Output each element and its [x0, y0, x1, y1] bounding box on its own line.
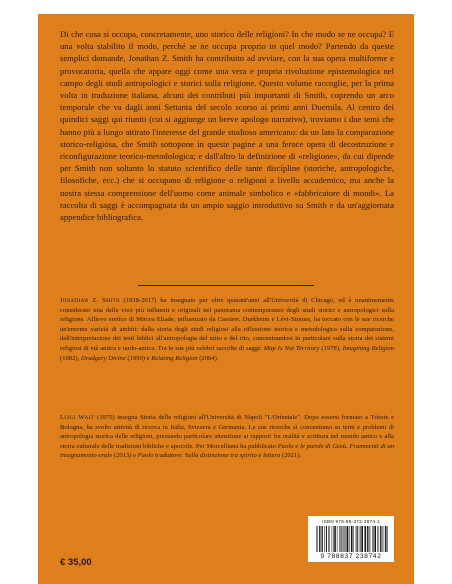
barcode-bar — [356, 526, 357, 552]
barcode-label — [308, 516, 394, 562]
barcode-bar — [379, 526, 380, 552]
translator-bio-walt — [60, 413, 394, 461]
barcode-bar — [365, 526, 366, 552]
barcode-bar — [347, 526, 349, 552]
barcode-bar — [317, 526, 318, 552]
book-title: Imagining Religion — [342, 344, 394, 352]
barcode-bar — [357, 526, 358, 552]
barcode-bar — [369, 526, 370, 552]
barcode-bar — [361, 526, 363, 552]
book-title: Relating Religion — [151, 354, 198, 362]
barcode-bar — [343, 526, 344, 552]
bio-text: (1975) insegna Storia delle religioni all'Università di Napoli "L'Orientale". Dopo essersi formato a Trieste e Bologna, ha svolto attività di ricerca in Italia, Svizzera e Germania. Le sue ricerche si concentrano su temi e problemi di antropologia storica delle religioni, prestando particolare attenzione ai rapporti fra oralità e scrittura nel mondo antico e alla storia culturale delle tradizioni bibliche e apocrife. Per Morcelliana ha pubblicato — [60, 414, 395, 450]
barcode-bar — [345, 526, 346, 552]
barcode-bar — [367, 526, 368, 552]
book-title: Paolo traduttore. Sulla distinzione tra spirito e lettera — [137, 452, 281, 460]
barcode-bar — [316, 526, 317, 552]
barcode-bar — [333, 526, 334, 552]
barcode-bar — [319, 526, 320, 552]
barcode-bars — [316, 526, 388, 552]
barcode-bar — [377, 526, 378, 552]
bio-text: (1938-2017) ha insegnato per oltre quarant'anni all'Università di Chicago, ed è unanimemente considerato una delle voci più influenti e originali nel panorama contemporaneo degli studi storici e antropologici sulla religione. Allievo eretico di Mircea Eliade, influenzato da Cassirer, Durkheim e Lévi-Strauss, ha toccato con le sue ricerche un'enorme varietà di ambiti: dalla storia degli studi religiosi alla riflessione teorica e metodologica sulla comparazione, dall'interpretazione dei testi biblici all'antropologia del mito e del rito, concentrandosi in particolare sulla storia dei sistemi religiosi di età antica e tardo-antica. Tra le sue più celebri raccolte di saggi: — [60, 297, 394, 352]
barcode-bar — [341, 526, 342, 552]
barcode-bar — [328, 526, 329, 552]
bio-text: (1978), — [319, 344, 343, 352]
barcode-bar — [337, 526, 338, 552]
barcode-bar — [380, 526, 381, 552]
section-divider — [138, 285, 314, 286]
barcode-bar — [346, 526, 347, 552]
barcode-bar — [351, 526, 353, 552]
author-name-smith: Jonathan Z. Smith — [60, 297, 120, 304]
barcode-bar — [329, 526, 330, 552]
barcode-bar — [385, 526, 386, 552]
barcode-bar — [364, 526, 365, 552]
barcode-bar — [382, 526, 383, 552]
barcode-bar — [387, 526, 388, 552]
barcode-bar — [353, 526, 354, 552]
barcode-bar — [386, 526, 387, 552]
author-bio-smith — [60, 296, 394, 363]
barcode-bar — [374, 526, 376, 552]
blurb-paragraph: Di che cosa si occupa, concretamente, uno storico delle religioni? In che modo se ne occupa? E una volta stabilito il modo, perché se ne occupa proprio in quel modo? Partendo da queste semplici domande, Jonathan Z. Smith ha contribuito ad avviare, con la sua opera multiforme e provocatoria, quella che appare oggi come una vera e propria rivoluzione epistemologica nel campo degli studi antropologici e storici sulla religione. Questo volume raccoglie, per la prima volta in traduzione italiana, alcuni dei contributi più importanti di Smith, coprendo un arco temporale che va dagli anni Settanta del secolo scorso ai primi anni Duemila. Al centro dei quindici saggi qui riuniti (cui si aggiunge un breve apologo narrativo), troviamo i due temi che hanno più a lungo attirato l'interesse del grande studioso americano: da un lato la comparazione storico-religiosa, che Smith sottopone in queste pagine a una feroce opera di decostruzione e riconfigurazione teorico-metodologica; e dall'altro la definizione di «religione», da cui dipende per Smith non soltanto lo statuto scientifico delle tante discipline (storiche, antropologiche, filosofiche, ecc.) che si occupano di religione o religioni a livello accademico, ma anche la nostra stessa comprensione dell'uomo come animale simbolico e «fabbricatore di mondi». La raccolta di saggi è accompagnata da un ampio saggio introduttivo su Smith e da un'aggiornata appendice bibliografica. — [60, 29, 394, 223]
translator-name-walt: Luigi Walt — [60, 414, 95, 421]
barcode-bar — [321, 526, 322, 552]
barcode-bar — [360, 526, 361, 552]
barcode-bar — [324, 526, 325, 552]
barcode-bar — [326, 526, 327, 552]
price-label: € 35,00 — [60, 557, 92, 568]
barcode-bar — [344, 526, 345, 552]
barcode-bar — [339, 526, 340, 552]
barcode-bar — [370, 526, 371, 552]
barcode-bar — [322, 526, 323, 552]
isbn-text: ISBN 978-88-372-3874-2 — [322, 519, 380, 524]
bio-text: (2021). — [280, 452, 302, 460]
bio-text: (2004). — [197, 354, 219, 362]
barcode-digits: 9 788837 238742 — [320, 553, 382, 560]
barcode-bar — [359, 526, 360, 552]
back-cover — [38, 14, 414, 584]
book-title: Map Is Not Territory — [263, 344, 320, 352]
barcode-bar — [332, 526, 333, 552]
barcode-bar — [334, 526, 336, 552]
book-title: Paolo e le parole di Gesù. Frammenti di un insegnamento orale — [60, 442, 394, 460]
barcode-bar — [372, 526, 373, 552]
book-title: Drudgery Divine — [80, 354, 126, 362]
barcode-bar — [349, 526, 350, 552]
barcode-bar — [373, 526, 374, 552]
bio-text: (1982), — [60, 354, 81, 362]
bio-text: (1990) e — [125, 354, 152, 362]
bio-text: (2013) e — [112, 452, 138, 460]
barcode-bar — [383, 526, 384, 552]
